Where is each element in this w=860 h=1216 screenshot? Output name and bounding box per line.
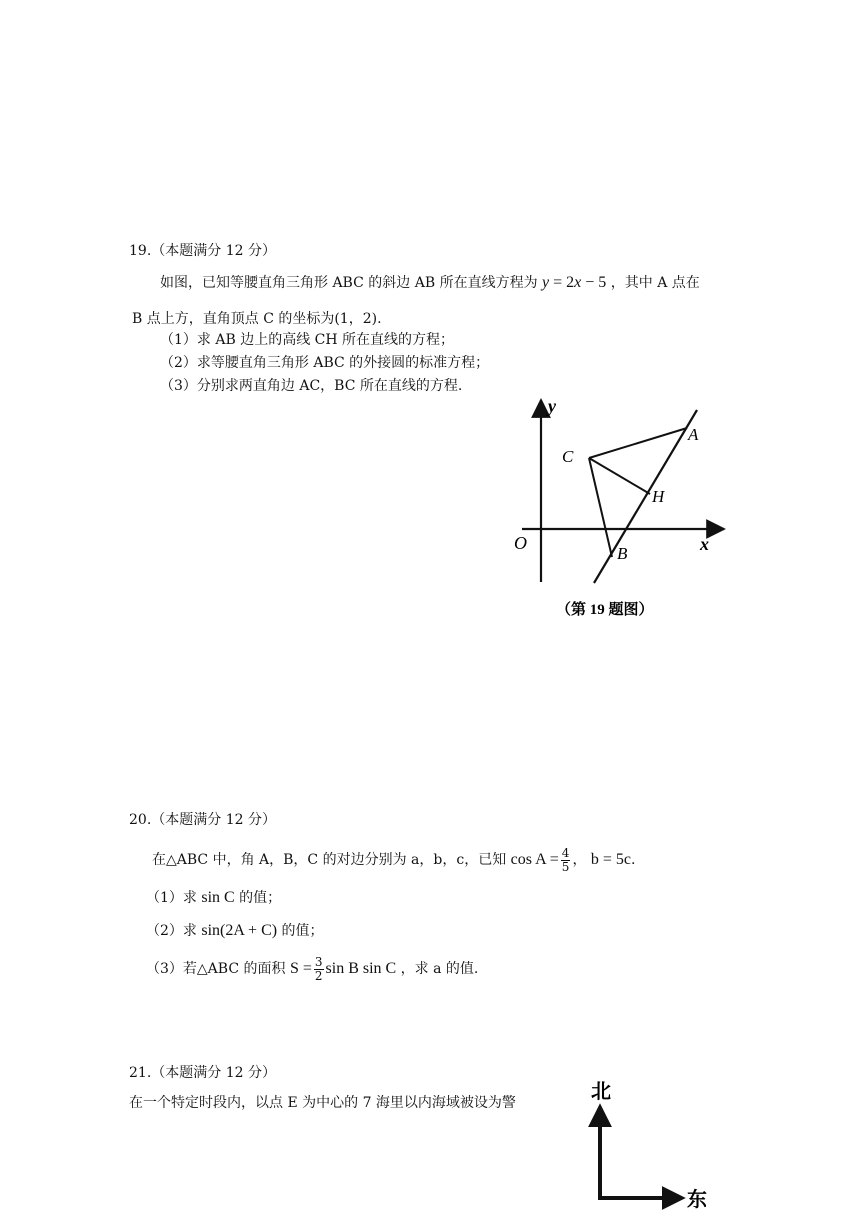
- q19-intro: [160, 274, 700, 292]
- q20-part1: （1）求 sin C 的值；: [146, 889, 282, 906]
- label-o: O: [514, 533, 527, 553]
- label-b: B: [617, 544, 628, 563]
- segment-cb: [589, 458, 612, 557]
- label-x: x: [700, 534, 709, 554]
- east-label: 东: [687, 1189, 707, 1211]
- q19-part2: （2）求等腰直角三角形 ABC 的外接圆的标准方程；: [160, 355, 490, 371]
- q20-part2: （2）求 sin(2A + C) 的值；: [146, 922, 324, 939]
- q20-area-fraction: $\frac{3}{2}$: [314, 954, 323, 983]
- q20-b-equation: b = 5c: [590, 851, 632, 868]
- figure-caption: （第 19 题图）: [556, 602, 654, 618]
- label-h: H: [652, 487, 665, 506]
- q20-part3: （3）若△ABC 的面积 S = $\frac{3}{2}$ sin B sin C ，求 a 的值.: [146, 954, 479, 983]
- segment-ch: [589, 458, 650, 494]
- q20-intro-text: 在△ABC 中，角 A，B，C 的对边分别为 a，b，c，已知: [152, 852, 507, 868]
- q19-intro-tail: ，其中 A 点在: [610, 275, 700, 291]
- q19-part1: （1）求 AB 边上的高线 CH 所在直线的方程；: [160, 332, 455, 348]
- q21-header: 21.（本题满分 12 分）: [129, 1065, 276, 1081]
- q19-intro-text: 如图，已知等腰直角三角形 ABC 的斜边 AB 所在直线方程为: [160, 275, 538, 291]
- q20-intro: 在△ABC 中，角 A，B，C 的对边分别为 a，b，c，已知 cos A = $\frac{4}{5}$ ， b = 5c.: [152, 845, 636, 874]
- q19-header: 19.（本题满分 12 分）: [129, 243, 276, 259]
- compass-figure: [585, 1070, 725, 1216]
- q20-header: 20.（本题满分 12 分）: [129, 812, 276, 828]
- q19-figure: [500, 390, 740, 630]
- label-a: A: [688, 425, 699, 444]
- q19-line-equation: y = 2x − 5: [542, 274, 607, 291]
- q21-line1: 在一个特定时段内，以点 E 为中心的 7 海里以内海域被设为警: [129, 1095, 516, 1111]
- line-ab: [594, 410, 697, 583]
- q19-line2: B 点上方，直角顶点 C 的坐标为(1，2).: [132, 311, 382, 327]
- label-y: y: [548, 396, 556, 416]
- q20-cos-fraction: $\frac{4}{5}$: [561, 845, 570, 874]
- north-label: 北: [591, 1081, 611, 1103]
- q20-cos-label: cos A =: [510, 851, 559, 868]
- label-c: C: [562, 447, 574, 466]
- q19-part3: （3）分别求两直角边 AC，BC 所在直线的方程.: [160, 378, 463, 394]
